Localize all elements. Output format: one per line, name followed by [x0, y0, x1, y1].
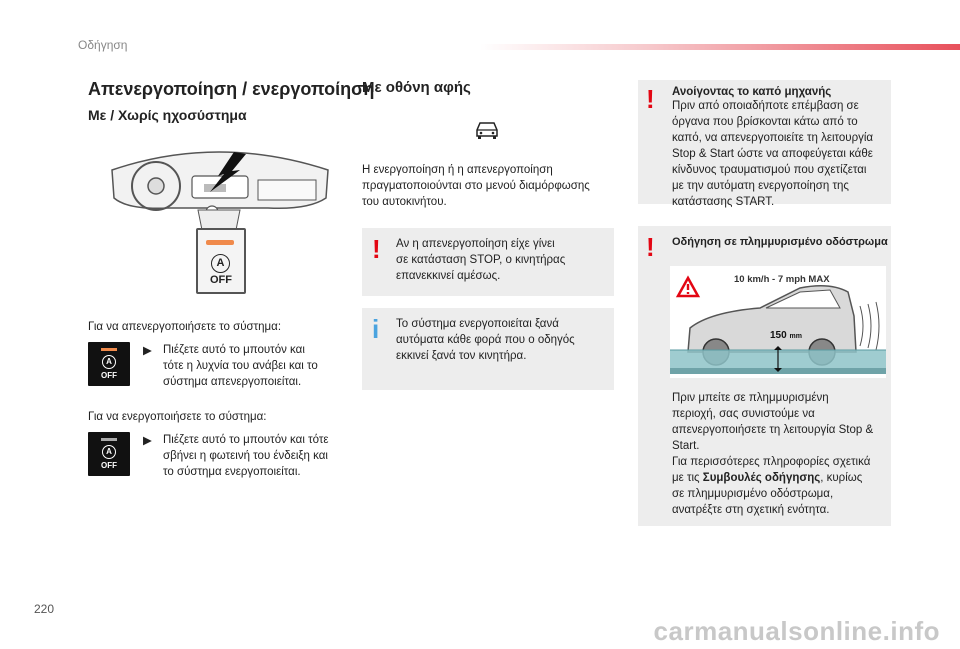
deactivate-step-line2: τότε η λυχνία του ανάβει και το [163, 360, 318, 372]
flooded-line: σε πλημμυρισμένο οδόστρωμα, [672, 488, 834, 500]
activate-intro: Για να ενεργοποιήσετε το σύστημα: [88, 411, 267, 423]
bonnet-line: καπό, να απενεργοποιείτε τη λειτουργία [672, 132, 874, 144]
info-line2: αυτόματα κάθε φορά που ο οδηγός [396, 334, 575, 346]
flooded-line: Start. [672, 440, 700, 452]
water-depth-unit: mm [789, 333, 802, 340]
flooded-line: περιοχή, σας συνιστούμε να [672, 408, 815, 420]
bonnet-line: Πριν από οποιαδήποτε επέμβαση σε [672, 100, 859, 112]
bonnet-line: με την αυτόματη ενεργοποίηση της [672, 180, 849, 192]
section-title: Απενεργοποίηση / ενεργοποίηση [88, 79, 375, 99]
chapter-title: Οδήγηση [78, 38, 128, 52]
watermark: carmanualsonline.info [653, 616, 940, 646]
vehicle-settings-icon [474, 120, 500, 140]
water-depth-value: 150 [770, 330, 787, 341]
bonnet-line: όργανα που βρίσκονται κάτω από το [672, 116, 858, 128]
touchscreen-text-line1: Η ενεργοποίηση ή η απενεργοποίηση [362, 164, 553, 176]
warning-note-flooded-road [638, 226, 891, 526]
flooded-line: Πριν μπείτε σε πλημμυρισμένη [672, 392, 829, 404]
flooded-line: Για περισσότερες πληροφορίες σχετικά [672, 456, 871, 468]
auto-stop-icon: A [102, 355, 116, 369]
warning-line3: επανεκκινεί αμέσως. [396, 270, 501, 282]
warning-icon: ! [372, 234, 381, 264]
water-depth-label [770, 330, 802, 341]
warning-icon: ! [646, 84, 655, 114]
bonnet-line: Stop & Start ώστε να αποφεύγεται κάθε [672, 148, 873, 160]
dashboard-illustration [108, 140, 332, 232]
driving-advice-reference[interactable]: Συμβουλές οδήγησης [702, 472, 821, 484]
touchscreen-title: Με οθόνη αφής [362, 79, 471, 96]
header-gradient-bar [480, 44, 960, 50]
flooded-line-prefix: με τις [672, 472, 703, 484]
warning-line2: σε κατάσταση STOP, ο κινητήρας [396, 254, 566, 266]
button-closeup [196, 228, 246, 294]
warning-line1: Αν η απενεργοποίηση είχε γίνει [396, 238, 555, 250]
info-icon: i [372, 314, 380, 344]
activate-step-line2: σβήνει η φωτεινή του ένδειξη και [163, 450, 328, 462]
deactivate-step-line1: Πιέζετε αυτό το μπουτόν και [163, 344, 305, 356]
bullet-icon: ▶ [143, 343, 152, 357]
indicator-lamp-off [101, 438, 117, 441]
deactivate-intro: Για να απενεργοποιήσετε το σύστημα: [88, 321, 282, 333]
info-line3: εκκινεί ξανά τον κινητήρα. [396, 350, 527, 362]
bonnet-line: κατάστασης START. [672, 196, 775, 208]
touchscreen-text-line3: του αυτοκινήτου. [362, 196, 447, 208]
page-number: 220 [34, 602, 55, 616]
off-label: OFF [210, 274, 232, 286]
stop-start-button-unlit[interactable] [88, 432, 130, 476]
off-label: OFF [101, 371, 117, 380]
flooded-line: απενεργοποιήσετε τη λειτουργία Stop & [672, 424, 874, 436]
max-speed-label: 10 km/h - 7 mph MAX [734, 274, 830, 285]
activate-step-line1: Πιέζετε αυτό το μπουτόν και τότε [163, 434, 329, 446]
indicator-lamp-on [101, 348, 117, 351]
warning-icon: ! [646, 232, 655, 262]
flooded-line-with-link [672, 470, 873, 486]
warning-note-restart [362, 228, 614, 296]
bonnet-line: κίνδυνος τραυματισμού που σχετίζεται [672, 164, 867, 176]
bullet-icon: ▶ [143, 433, 152, 447]
flooded-warning-title: Οδήγηση σε πλημμυρισμένο οδόστρωμα [672, 236, 888, 248]
flooded-line: ανατρέξτε στη σχετική ενότητα. [672, 504, 830, 516]
info-line1: Το σύστημα ενεργοποιείται ξανά [396, 318, 559, 330]
info-note-reactivation [362, 308, 614, 390]
warning-note-bonnet [638, 80, 891, 208]
section-subtitle: Με / Χωρίς ηχοσύστημα [88, 107, 247, 123]
flooded-road-illustration [670, 266, 886, 378]
flooded-line-suffix: , κυρίως [820, 472, 863, 484]
indicator-lamp [206, 240, 234, 245]
flooded-warning-body [672, 390, 873, 518]
bonnet-warning-title: Ανοίγοντας το καπό μηχανής [672, 86, 832, 98]
deactivate-step-line3: σύστημα απενεργοποιείται. [163, 376, 302, 388]
bonnet-warning-body [672, 98, 873, 210]
touchscreen-text-line2: πραγματοποιούνται στο μενού διαμόρφωσης [362, 180, 590, 192]
off-label: OFF [101, 461, 117, 470]
stop-start-button-lit[interactable] [88, 342, 130, 386]
auto-stop-icon: A [102, 445, 116, 459]
auto-stop-icon: A [211, 254, 230, 273]
activate-step-line3: το σύστημα ενεργοποιείται. [163, 466, 301, 478]
